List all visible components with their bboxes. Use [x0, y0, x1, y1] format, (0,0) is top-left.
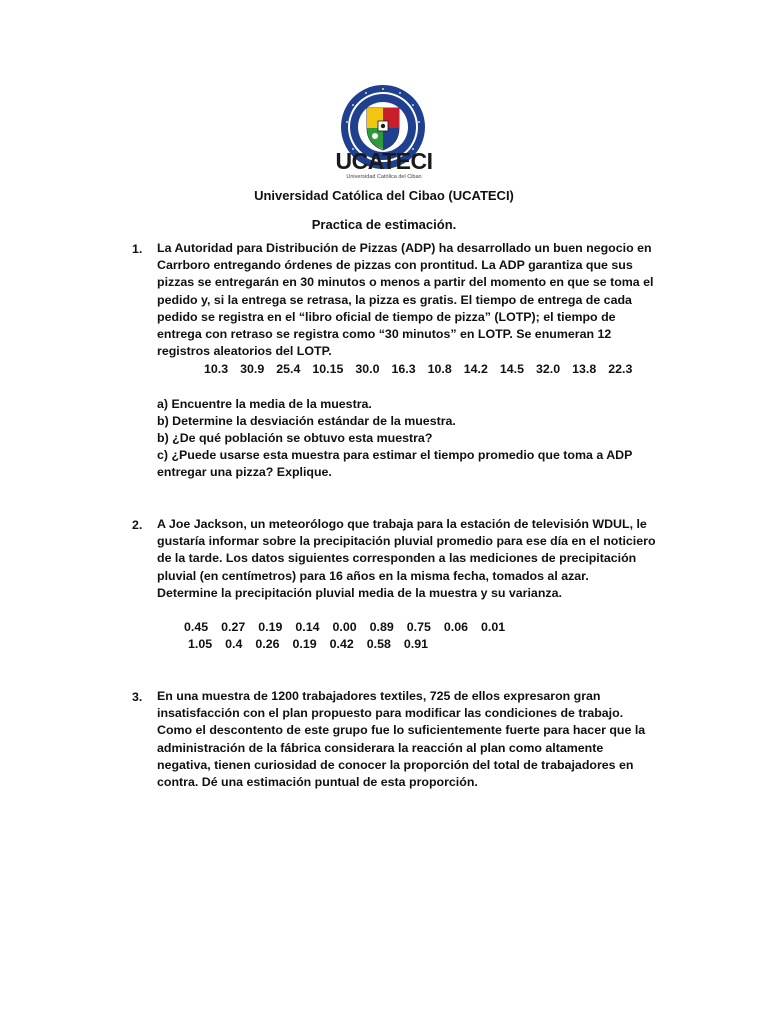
data-value: 14.5 [499, 362, 525, 376]
data-value: 0.00 [332, 620, 357, 634]
question-3-text: En una muestra de 1200 trabajadores textiles, 725 de ellos expresaron gran insatisfacción con el plan propuesto para modificar las condiciones de trabajo. Como el descontento de este grupo fue lo suficientemente fuerte para hacer que la administración de la fábrica considerara la reacción al plan como altamente negativa, tienen curiosidad de conocer la proporción del total de trabajadores en contra. Dé una estimación puntual de esta proporción. [157, 689, 646, 790]
question-1-text: La Autoridad para Distribución de Pizzas (ADP) ha desarrollado un buen negocio en Carrboro entregando órdenes de pizzas con prontitud. La ADP garantiza que sus pizzas se entregarán en 30 minutos o menos a partir del momento en que se toma el pedido y, si la entrega se retrasa, la pizza es gratis. El tiempo de entrega de cada pedido se registra en el “libro oficial de tiempo de pizza” (LOTP); el tiempo de entrega con retraso se registra como “30 minutos” en LOTP. Se enumeran 12 registros aleatorios del LOTP. [157, 241, 654, 359]
document-subtitle: Practica de estimación. [311, 217, 457, 232]
brand-subtitle: Universidad Católica del Cibao [346, 174, 422, 180]
data-value: 13.8 [572, 362, 597, 376]
data-value: 10.15 [312, 362, 344, 376]
data-value: 30.9 [240, 362, 265, 376]
question-2-data-row-2 [188, 637, 428, 651]
question-1-data [204, 362, 632, 376]
data-value: 10.3 [204, 362, 229, 376]
data-value: 25.4 [276, 362, 301, 376]
data-value: 0.26 [255, 637, 280, 651]
question-2-number: 2. [132, 518, 143, 532]
question-1-item-a: a) Encuentre la media de la muestra. [157, 397, 372, 411]
data-value: 0.14 [295, 620, 320, 634]
data-value: 0.06 [443, 620, 468, 634]
question-3-number: 3. [132, 690, 143, 704]
data-value: 0.27 [221, 620, 246, 634]
data-value: 32.0 [536, 362, 561, 376]
data-value: 0.01 [481, 620, 506, 634]
question-2-instruction: Determine la precipitación pluvial media de la muestra y su varianza. [157, 586, 562, 600]
data-value: 22.3 [608, 362, 633, 376]
question-2-data-row-1 [184, 620, 505, 634]
data-value: 0.42 [329, 637, 354, 651]
question-2-text: A Joe Jackson, un meteorólogo que trabaja para la estación de televisión WDUL, le gustaría informar sobre la precipitación pluvial promedio para ese día en el noticiero de la tarde. Los datos siguientes corresponden a las mediciones de precipitación pluvial (en centímetros) para 16 años en la misma fecha, tomados al azar. [157, 517, 656, 583]
data-value: 0.19 [258, 620, 283, 634]
data-value: 0.58 [366, 637, 391, 651]
question-1-number: 1. [132, 242, 143, 256]
data-value: 16.3 [391, 362, 416, 376]
data-value: 0.89 [369, 620, 394, 634]
data-value: 30.0 [355, 362, 380, 376]
data-value: 0.75 [406, 620, 431, 634]
question-1-item-c: c) ¿Puede usarse esta muestra para estimar el tiempo promedio que toma a ADP entregar una pizza? Explique. [157, 448, 633, 480]
brand-name: UCATECI [335, 148, 433, 174]
data-value: 14.2 [463, 362, 488, 376]
data-value: 0.45 [184, 620, 209, 634]
document-title: Universidad Católica del Cibao (UCATECI) [254, 188, 514, 203]
data-value: 0.4 [225, 637, 243, 651]
data-value: 0.91 [403, 637, 428, 651]
question-1-item-b2: b) ¿De qué población se obtuvo esta muestra? [157, 431, 433, 445]
data-value: 10.8 [427, 362, 452, 376]
question-1-item-b: b) Determine la desviación estándar de la muestra. [157, 414, 456, 428]
data-value: 1.05 [188, 637, 213, 651]
data-value: 0.19 [292, 637, 317, 651]
